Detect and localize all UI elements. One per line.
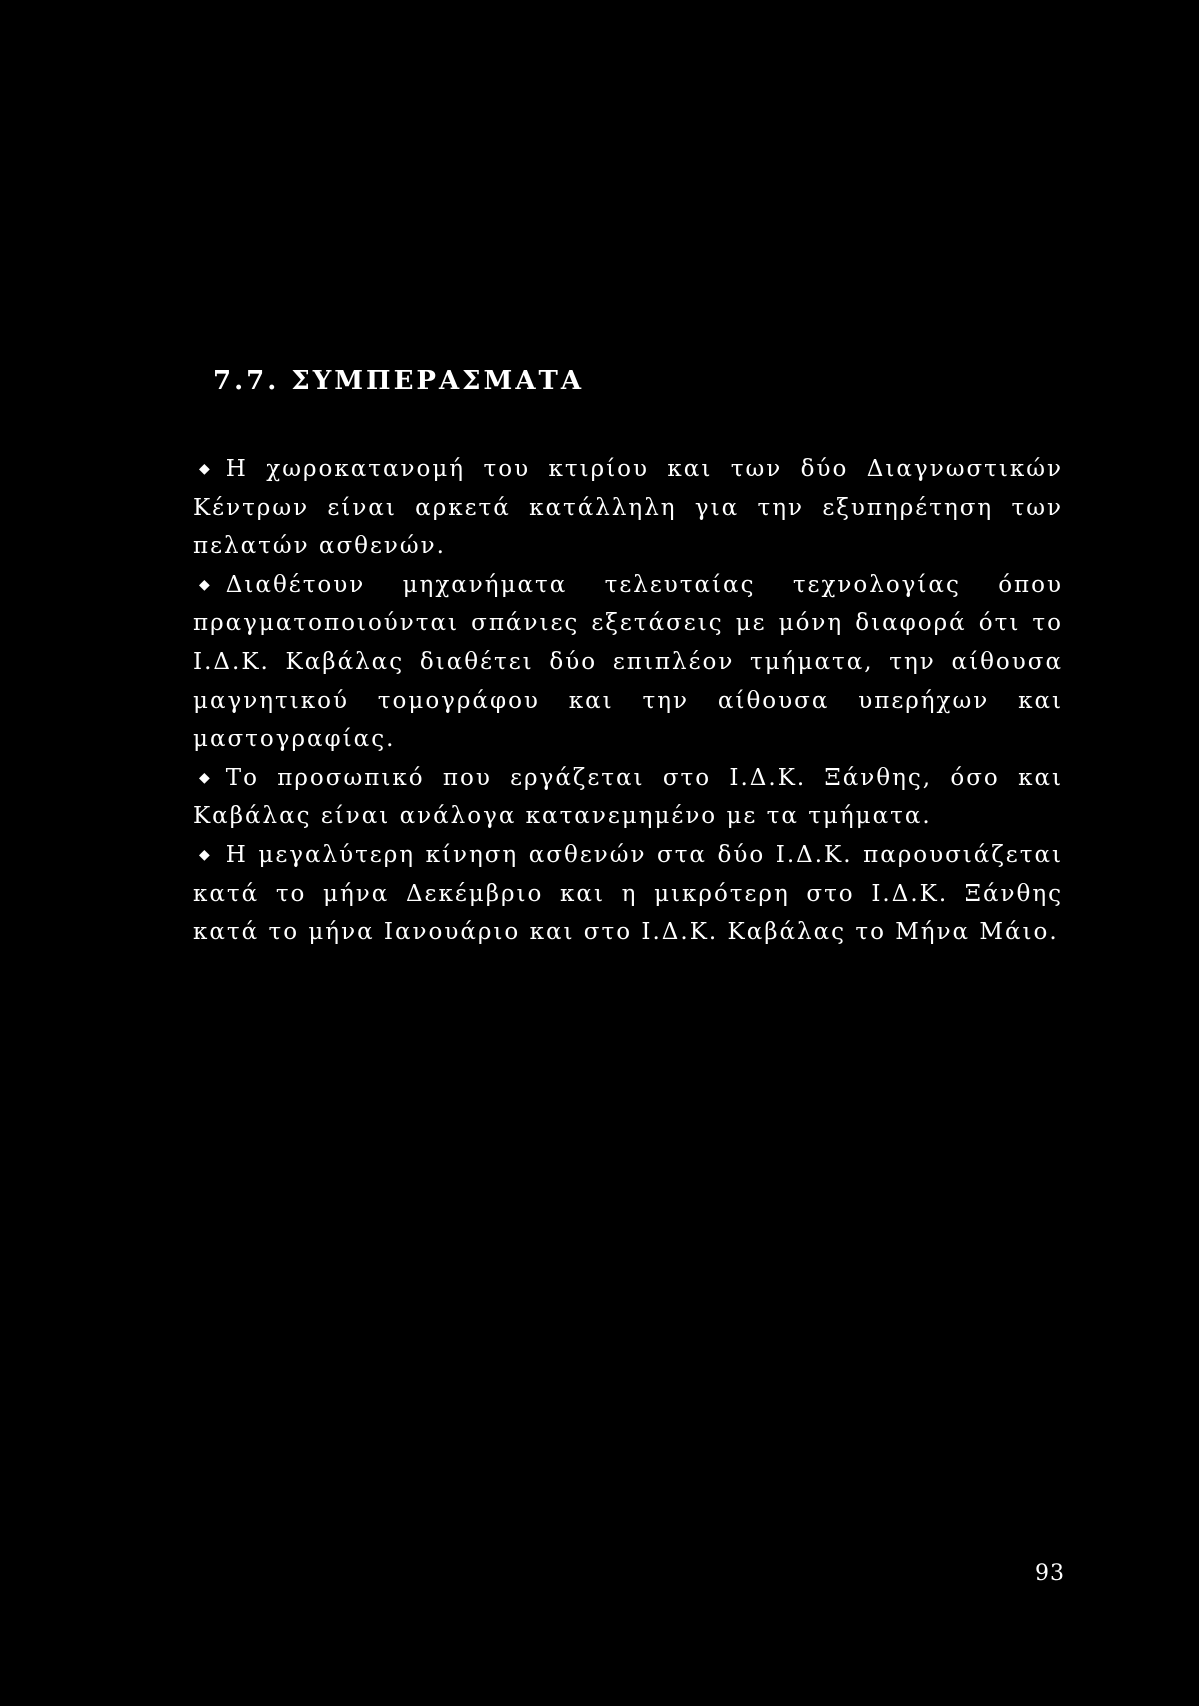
diamond-bullet-icon: ◆ [199, 576, 212, 593]
diamond-bullet-icon: ◆ [199, 846, 212, 863]
diamond-bullet-icon: ◆ [199, 461, 212, 477]
section-heading: 7.7. ΣΥΜΠΕΡΑΣΜΑΤΑ [213, 366, 585, 396]
conclusions-list [193, 450, 1063, 952]
conclusion-text: Η μεγαλύτερη κίνηση ασθενών στα δύο Ι.Δ.Κ. παρουσιάζεται κατά το μήνα Δεκέμβριο και η μικρότερη στο Ι.Δ.Κ. Ξάνθης κατά το μήνα Ιανουάριο και στο Ι.Δ.Κ. Καβάλας το Μήνα Μάιο. [193, 841, 1063, 946]
conclusion-item [193, 566, 1063, 759]
conclusion-text: Το προσωπικό που εργάζεται στο Ι.Δ.Κ. Ξάνθης, όσο και Καβάλας είναι ανάλογα κατανεμημένο με τα τμήματα. [193, 764, 1063, 830]
conclusion-text: Η χωροκατανομή του κτιρίου και των δύο Διαγνωστικών Κέντρων είναι αρκετά κατάλληλη για την εξυπηρέτηση των πελατών ασθενών. [193, 456, 1063, 560]
conclusion-item [193, 836, 1063, 952]
diamond-bullet-icon: ◆ [199, 769, 212, 786]
conclusion-item [193, 759, 1063, 836]
conclusion-text: Διαθέτουν μηχανήματα τελευταίας τεχνολογίας όπου πραγματοποιούνται σπάνιες εξετάσεις με μόνη διαφορά ότι το Ι.Δ.Κ. Καβάλας διαθέτει δύο επιπλέον τμήματα, την αίθουσα μαγνητικού τομογράφου και την αίθουσα υπερήχων και μαστογραφίας. [193, 571, 1063, 753]
conclusion-item [193, 450, 1063, 566]
page-number: 93 [1035, 1561, 1065, 1586]
